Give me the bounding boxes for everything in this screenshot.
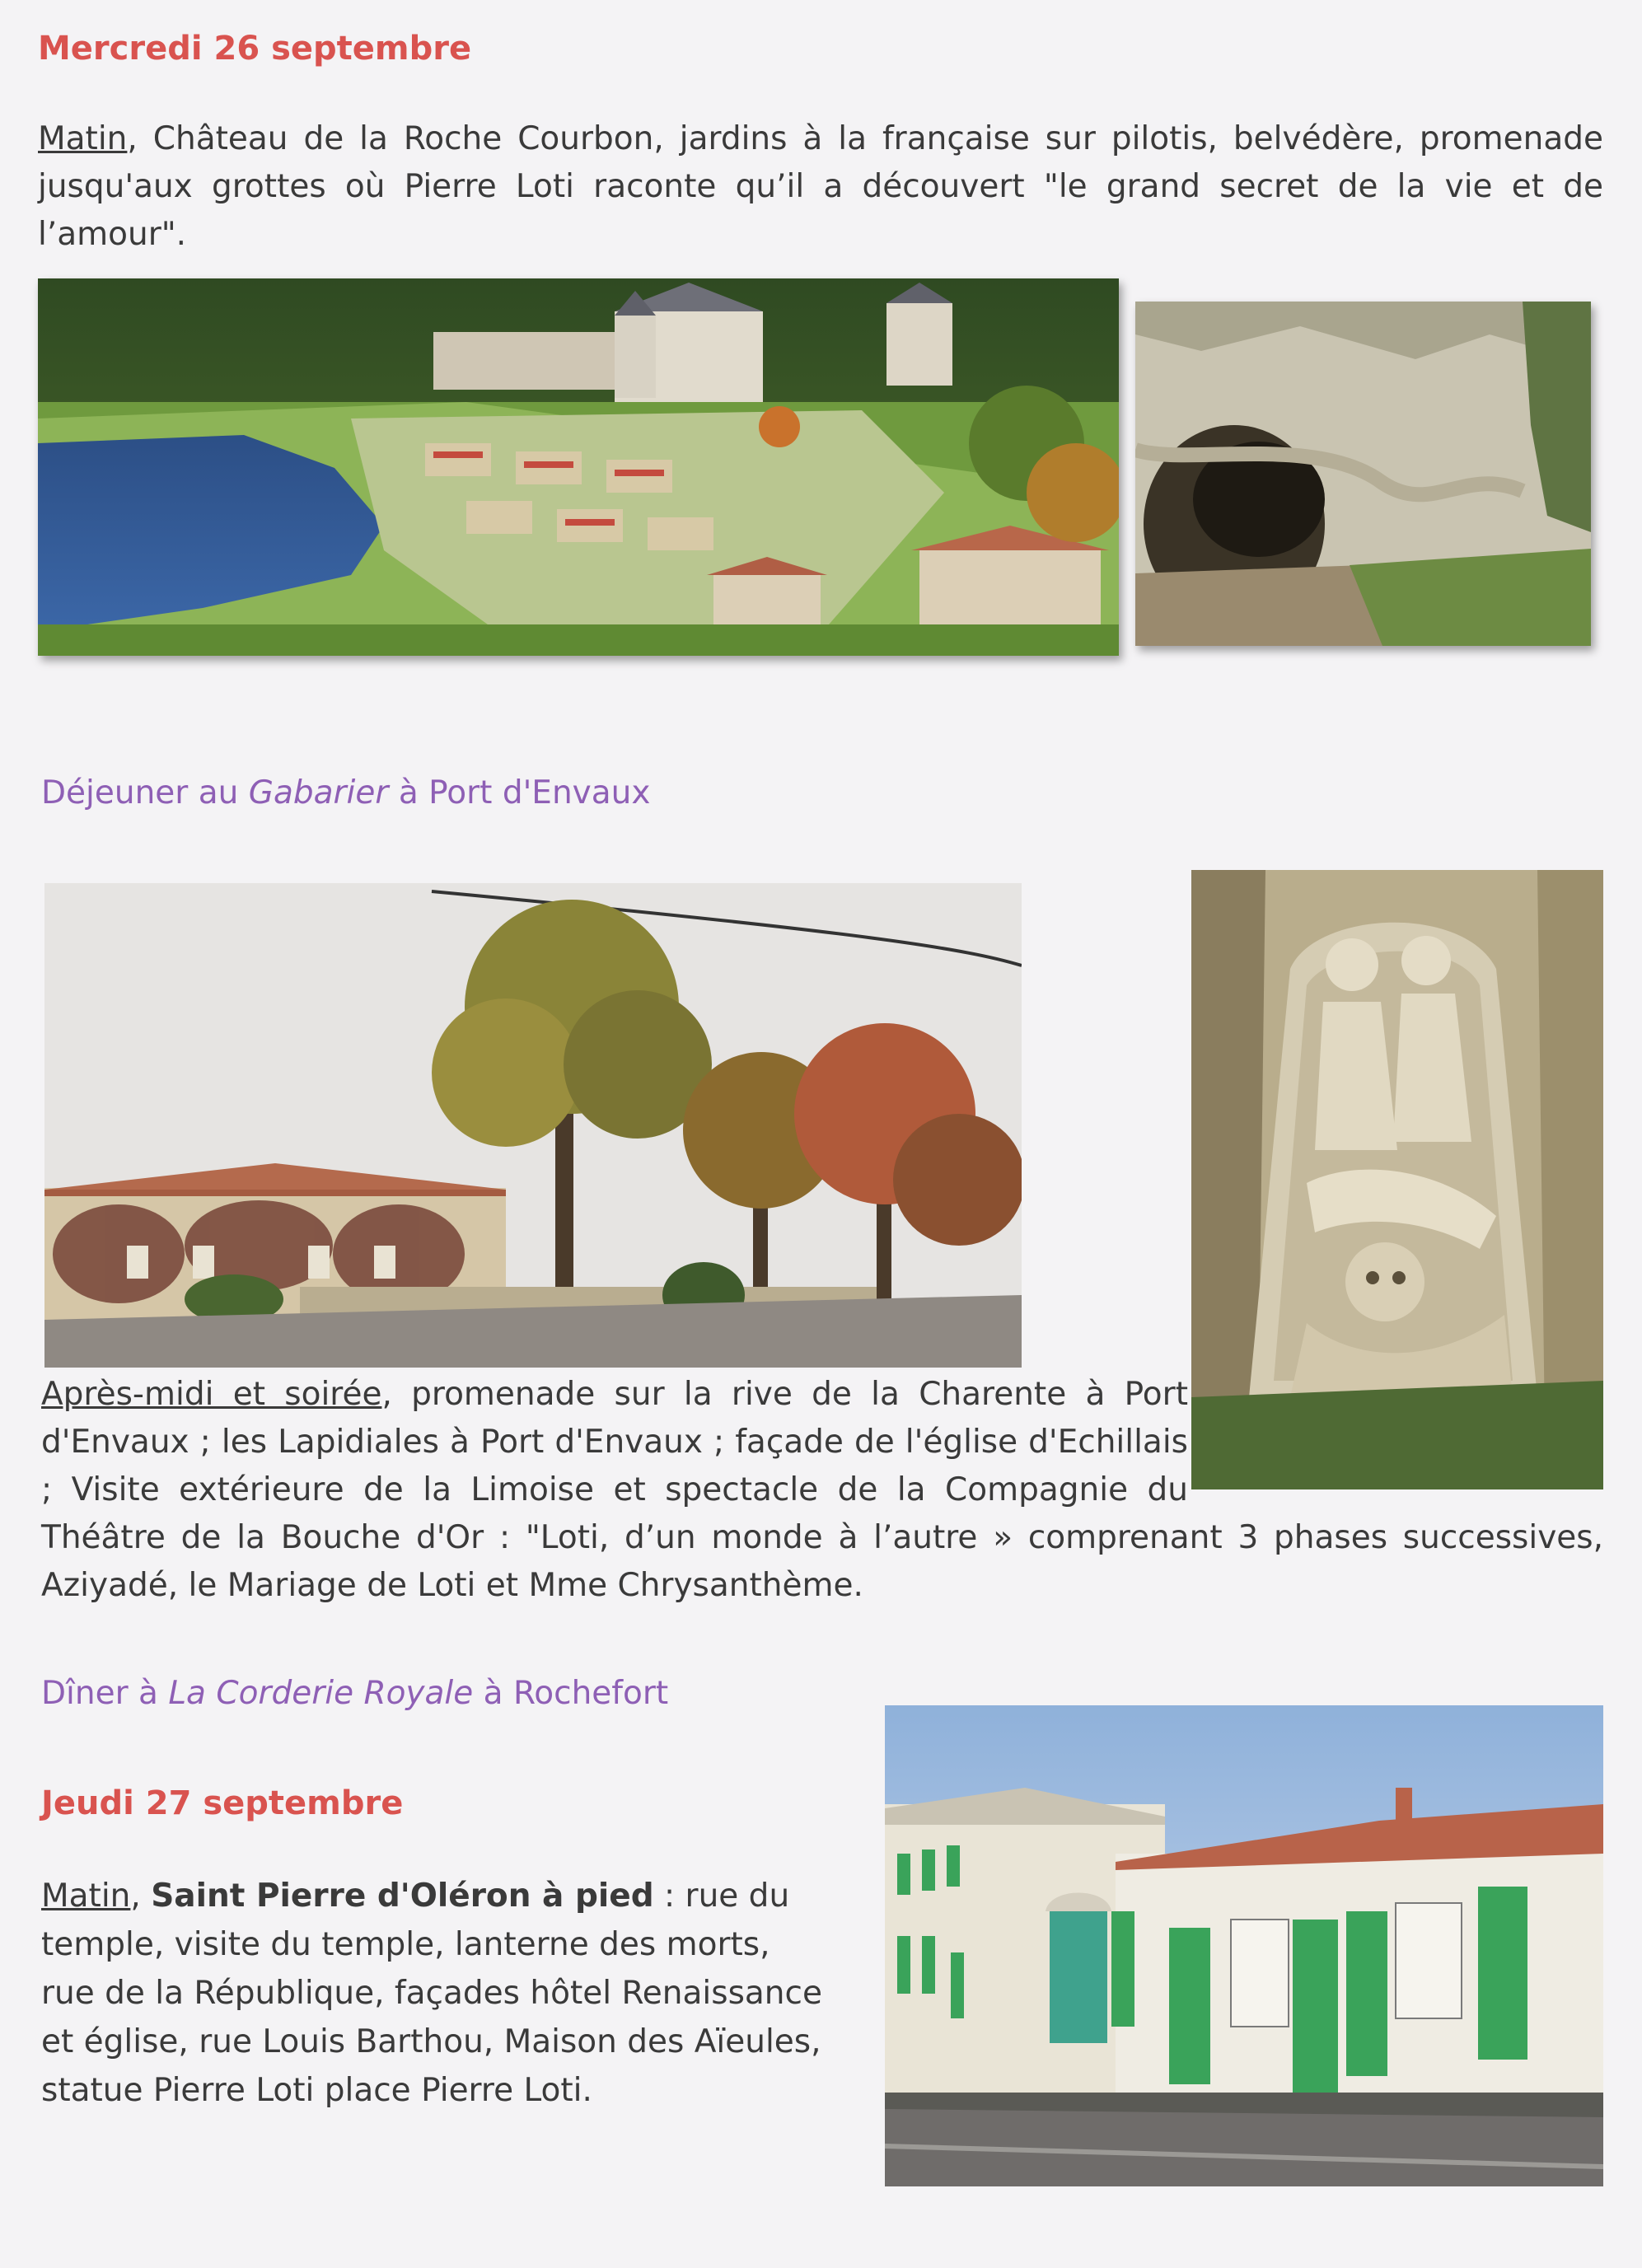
morning-label: Matin bbox=[38, 120, 128, 157]
dinner-suffix: à Rochefort bbox=[473, 1675, 669, 1712]
day2-morning-sep: , bbox=[130, 1878, 152, 1915]
day1-dinner bbox=[41, 1675, 668, 1712]
afternoon-text: , promenade sur la rive de la Charente à Port d'Envaux ; les Lapidiales à Port d'Envaux ; façade de l'église d'Echillais ; Visite extérieure de la Limoise et spectacle de la Compagnie du Théâtre de la Bouche d'Or : "Loti, d’un monde à l’autre » comprenant 3 phases successives, Aziyadé, le Mariage de Loti et Mme Chrysanthème. bbox=[41, 1376, 1603, 1604]
dinner-prefix: Dîner à bbox=[41, 1675, 169, 1712]
lunch-place: Gabarier bbox=[248, 774, 389, 811]
lunch-prefix: Déjeuner au bbox=[41, 774, 249, 811]
morning-text: , Château de la Roche Courbon, jardins à la française sur pilotis, belvédère, promenade jusqu'aux grottes où Pierre Loti raconte qu’il a découvert "le grand secret de la vie et de l’amour". bbox=[38, 120, 1603, 253]
day1-morning-paragraph bbox=[38, 115, 1603, 259]
port-envaux-manor-photo bbox=[44, 883, 1022, 1368]
day2-morning-bold: Saint Pierre d'Oléron à pied bbox=[151, 1878, 654, 1915]
float-spacer bbox=[1188, 1371, 1603, 1507]
dinner-place: La Corderie Royale bbox=[168, 1675, 474, 1712]
day2-morning-text: : rue du temple, visite du temple, lanterne des morts, rue de la République, façades hôtel Renaissance et église, rue Louis Barthou, Maison des Aïeules, statue Pierre Loti place Pierre Loti. bbox=[41, 1878, 822, 2109]
day1-heading: Mercredi 26 septembre bbox=[38, 30, 472, 68]
chateau-roche-courbon-photo bbox=[38, 278, 1119, 656]
lunch-suffix: à Port d'Envaux bbox=[388, 774, 651, 811]
saint-pierre-oleron-street-photo bbox=[885, 1705, 1603, 2186]
day1-afternoon-paragraph bbox=[41, 1371, 1603, 1610]
day2-morning-paragraph bbox=[41, 1872, 832, 2115]
day2-morning-label: Matin bbox=[41, 1878, 131, 1915]
afternoon-label: Après-midi et soirée bbox=[41, 1376, 382, 1413]
grotto-photo bbox=[1135, 302, 1591, 646]
day2-heading: Jeudi 27 septembre bbox=[41, 1784, 404, 1822]
day1-lunch bbox=[41, 774, 650, 811]
